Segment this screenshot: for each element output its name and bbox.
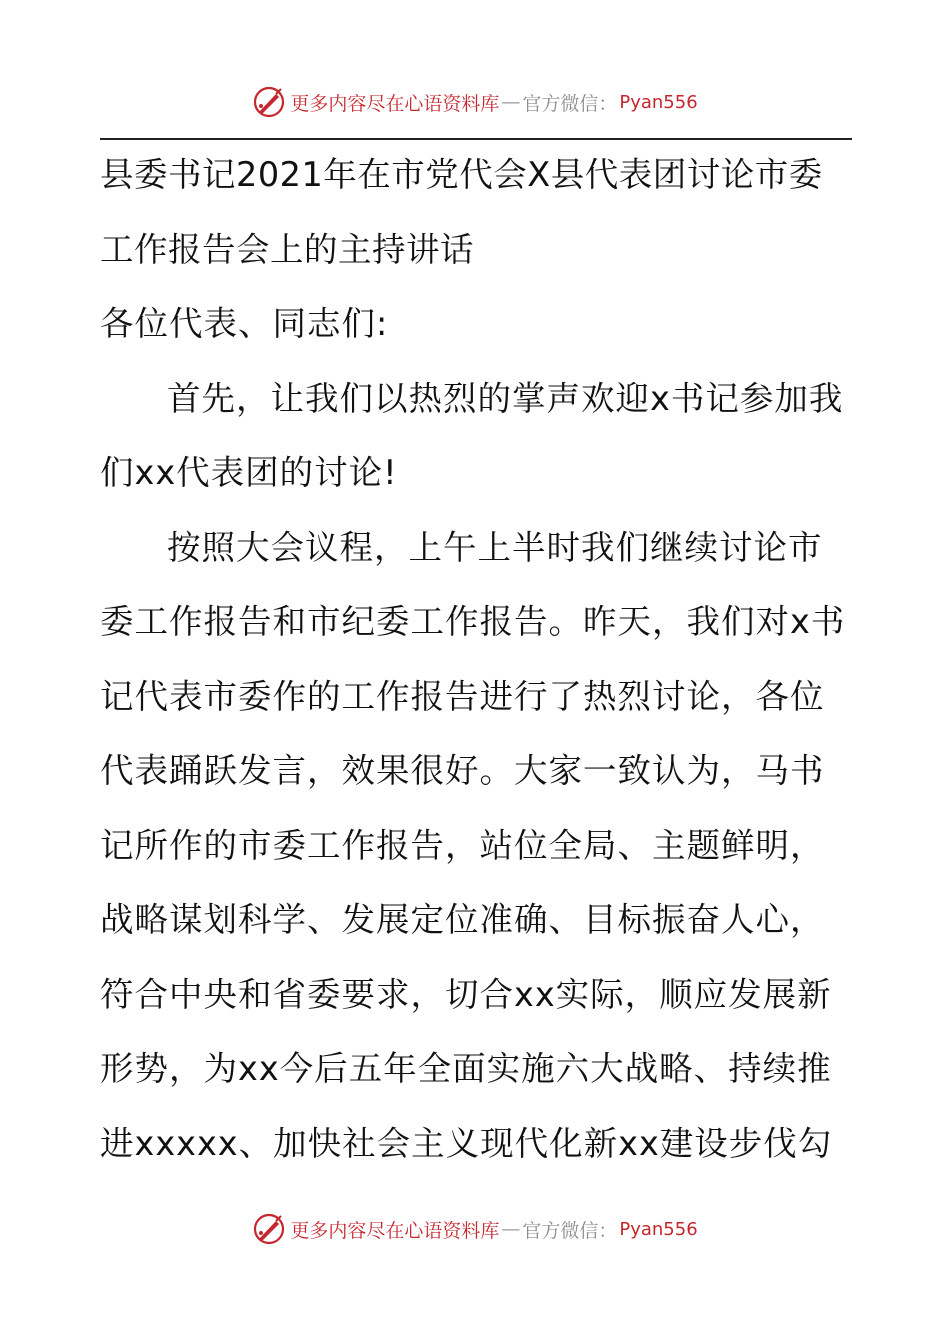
header-wechat-label: 官方微信： [522, 92, 618, 115]
footer-separator: — [501, 1218, 521, 1240]
pen-logo-icon [252, 85, 286, 119]
document-title: 县委书记2021年在市党代会X县代表团讨论市委工作报告会上的主持讲话 [100, 155, 823, 269]
header-wechat-id: Pyan556 [619, 91, 698, 113]
footer-banner [0, 1209, 950, 1249]
paragraph-1: 首先，让我们以热烈的掌声欢迎x书记参加我们xx代表团的讨论! [100, 378, 844, 492]
pen-logo-icon [252, 1212, 286, 1246]
header-banner [0, 82, 950, 122]
footer-wechat-id: Pyan556 [619, 1218, 698, 1240]
paragraph-2: 按照大会议程，上午上半时我们继续讨论市委工作报告和市纪委工作报告。昨天，我们对x书记代表市委作的工作报告进行了热烈讨论，各位代表踊跃发言，效果很好。大家一致认为，马书记所作的市委工作报告，站位全局、主题鲜明，战略谋划科学、发展定位准确、目标振奋人心，符合中央和省委要求，切合xx实际，顺应发展新形势，为xx今后五年全面实施六大战略、持续推进xxxxx、加快社会主义现代化新xx建设步伐勾 [100, 527, 846, 1163]
header-separator: — [501, 91, 521, 113]
salutation: 各位代表、同志们: [100, 304, 389, 343]
footer-wechat-label: 官方微信： [522, 1219, 618, 1242]
header-site-text: 更多内容尽在心语资料库 [290, 92, 500, 115]
footer-site-text: 更多内容尽在心语资料库 [290, 1219, 500, 1242]
document-body [100, 138, 852, 1181]
